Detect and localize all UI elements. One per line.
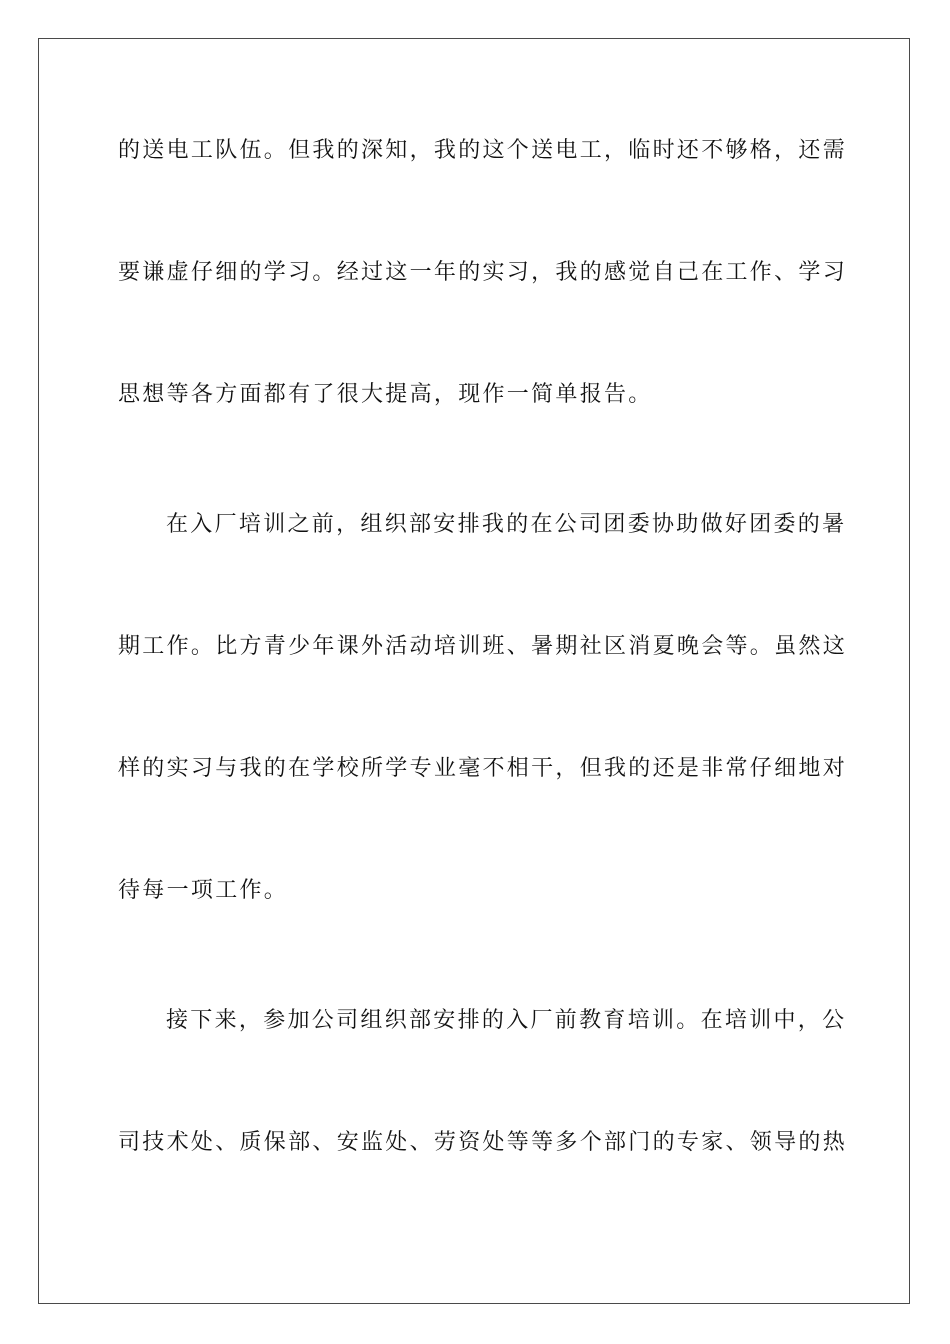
page-border <box>38 38 910 1304</box>
paragraph-start-line: 在入厂培训之前，组织部安排我的在公司团委协助做好团委的暑 <box>166 512 847 537</box>
text-line: 司技术处、质保部、安监处、劳资处等等多个部门的专家、领导的热 <box>118 1130 848 1155</box>
text-line: 要谦虚仔细的学习。经过这一年的实习，我的感觉自己在工作、学习 <box>118 260 848 285</box>
text-line: 待每一项工作。 <box>118 878 289 903</box>
text-line: 思想等各方面都有了很大提高，现作一简单报告。 <box>118 382 653 407</box>
paragraph-start-line: 接下来，参加公司组织部安排的入厂前教育培训。在培训中，公 <box>166 1008 847 1033</box>
text-line: 样的实习与我的在学校所学专业毫不相干，但我的还是非常仔细地对 <box>118 756 848 781</box>
text-line: 的送电工队伍。但我的深知，我的这个送电工，临时还不够格，还需 <box>118 138 848 163</box>
text-line: 期工作。比方青少年课外活动培训班、暑期社区消夏晚会等。虽然这 <box>118 634 848 659</box>
